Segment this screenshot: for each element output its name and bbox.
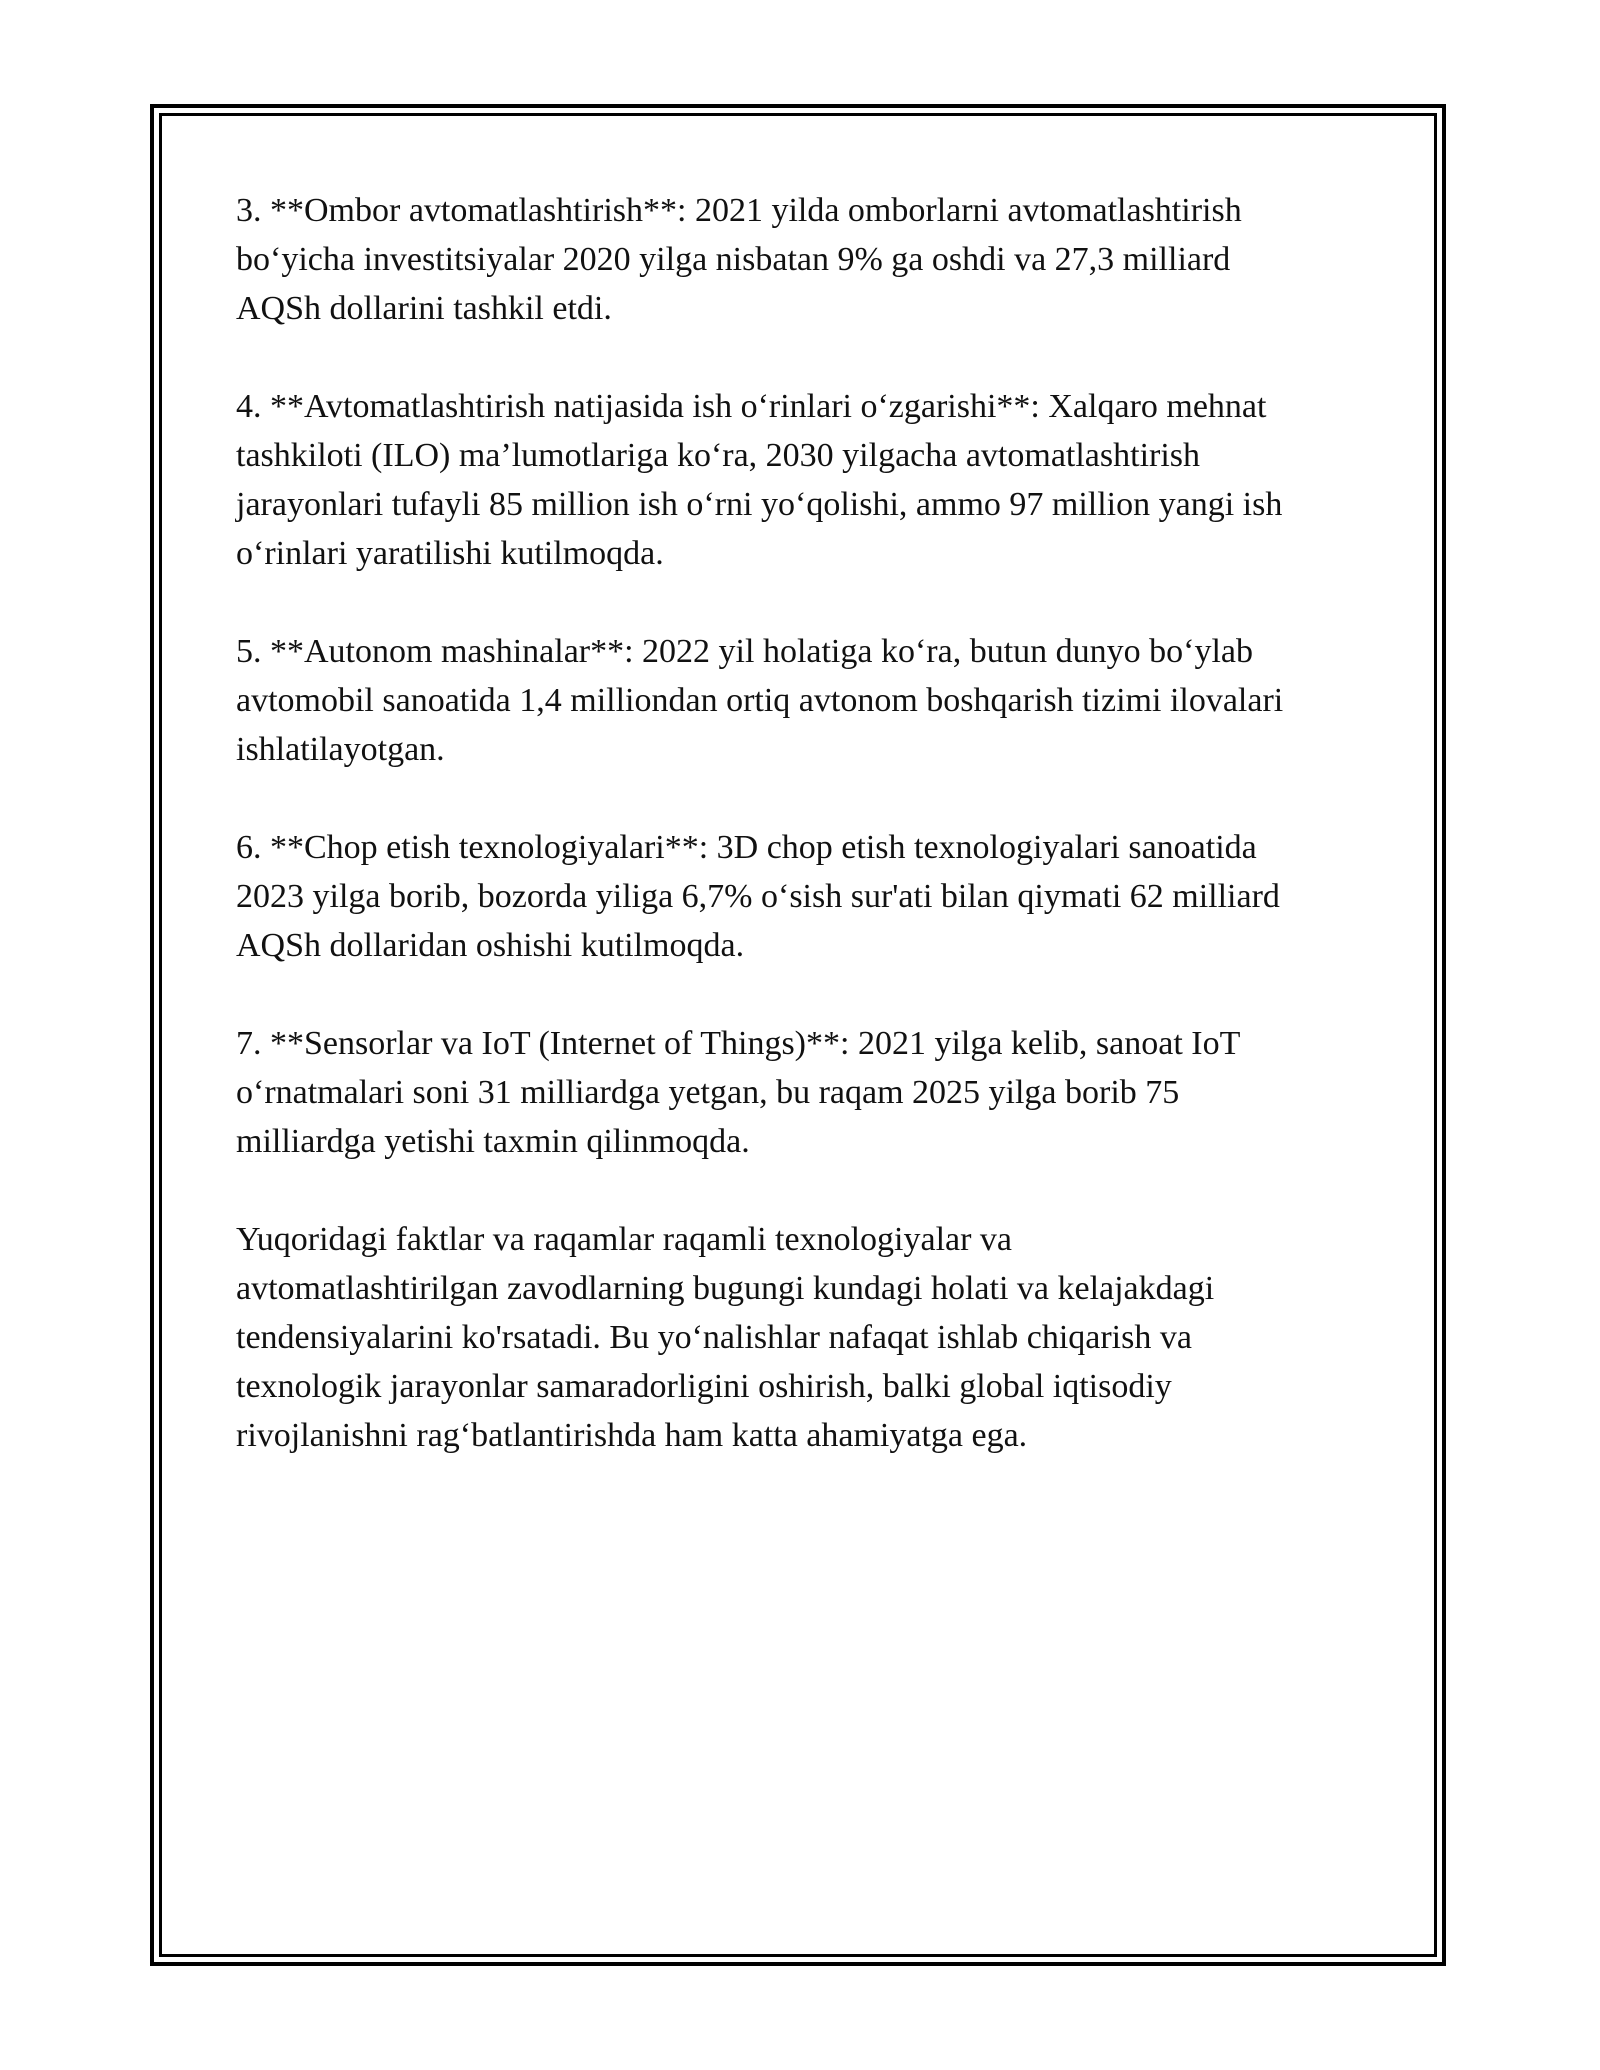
text-line: Yuqoridagi faktlar va raqamlar raqamli texnologiyalar va <box>236 1221 1013 1258</box>
text-line: avtomobil sanoatida 1,4 milliondan ortiq avtonom boshqarish tizimi ilovalari <box>236 682 1284 719</box>
paragraph-autonomous-vehicles <box>236 627 1386 774</box>
text-line: rivojlanishni rag‘batlantirishda ham katta ahamiyatga ega. <box>236 1417 1028 1454</box>
paragraph-printing-technologies <box>236 823 1386 970</box>
text-line: 4. **Avtomatlashtirish natijasida ish o‘rinlari o‘zgarishi**: Xalqaro mehnat <box>236 388 1267 425</box>
text-line: 6. **Chop etish texnologiyalari**: 3D chop etish texnologiyalari sanoatida <box>236 829 1257 866</box>
text-line: o‘rinlari yaratilishi kutilmoqda. <box>236 535 664 572</box>
text-line: 2023 yilga borib, bozorda yiliga 6,7% o‘sish sur'ati bilan qiymati 62 milliard <box>236 878 1280 915</box>
paragraph-job-changes <box>236 382 1386 578</box>
text-line: AQSh dollarini tashkil etdi. <box>236 290 612 327</box>
text-line: tashkiloti (ILO) ma’lumotlariga ko‘ra, 2030 yilgacha avtomatlashtirish <box>236 437 1201 474</box>
text-line: avtomatlashtirilgan zavodlarning bugungi kundagi holati va kelajakdagi <box>236 1270 1215 1307</box>
text-line: o‘rnatmalari soni 31 milliardga yetgan, bu raqam 2025 yilga borib 75 <box>236 1074 1180 1111</box>
text-line: texnologik jarayonlar samaradorligini oshirish, balki global iqtisodiy <box>236 1368 1172 1405</box>
paragraph-conclusion <box>236 1215 1386 1460</box>
text-line: jarayonlari tufayli 85 million ish o‘rni yo‘qolishi, ammo 97 million yangi ish <box>236 486 1283 523</box>
text-line: bo‘yicha investitsiyalar 2020 yilga nisbatan 9% ga oshdi va 27,3 milliard <box>236 241 1231 278</box>
text-line: tendensiyalarini ko'rsatadi. Bu yo‘nalishlar nafaqat ishlab chiqarish va <box>236 1319 1192 1356</box>
text-line: milliardga yetishi taxmin qilinmoqda. <box>236 1123 750 1160</box>
text-line: AQSh dollaridan oshishi kutilmoqda. <box>236 927 745 964</box>
text-line: ishlatilayotgan. <box>236 731 445 768</box>
paragraph-sensors-iot <box>236 1019 1386 1166</box>
paragraph-warehouse-automation <box>236 186 1386 333</box>
text-line: 7. **Sensorlar va IoT (Internet of Things)**: 2021 yilga kelib, sanoat IoT <box>236 1025 1241 1062</box>
text-line: 5. **Autonom mashinalar**: 2022 yil holatiga ko‘ra, butun dunyo bo‘ylab <box>236 633 1254 670</box>
document-body <box>236 186 1386 1509</box>
text-line: 3. **Ombor avtomatlashtirish**: 2021 yilda omborlarni avtomatlashtirish <box>236 192 1242 229</box>
